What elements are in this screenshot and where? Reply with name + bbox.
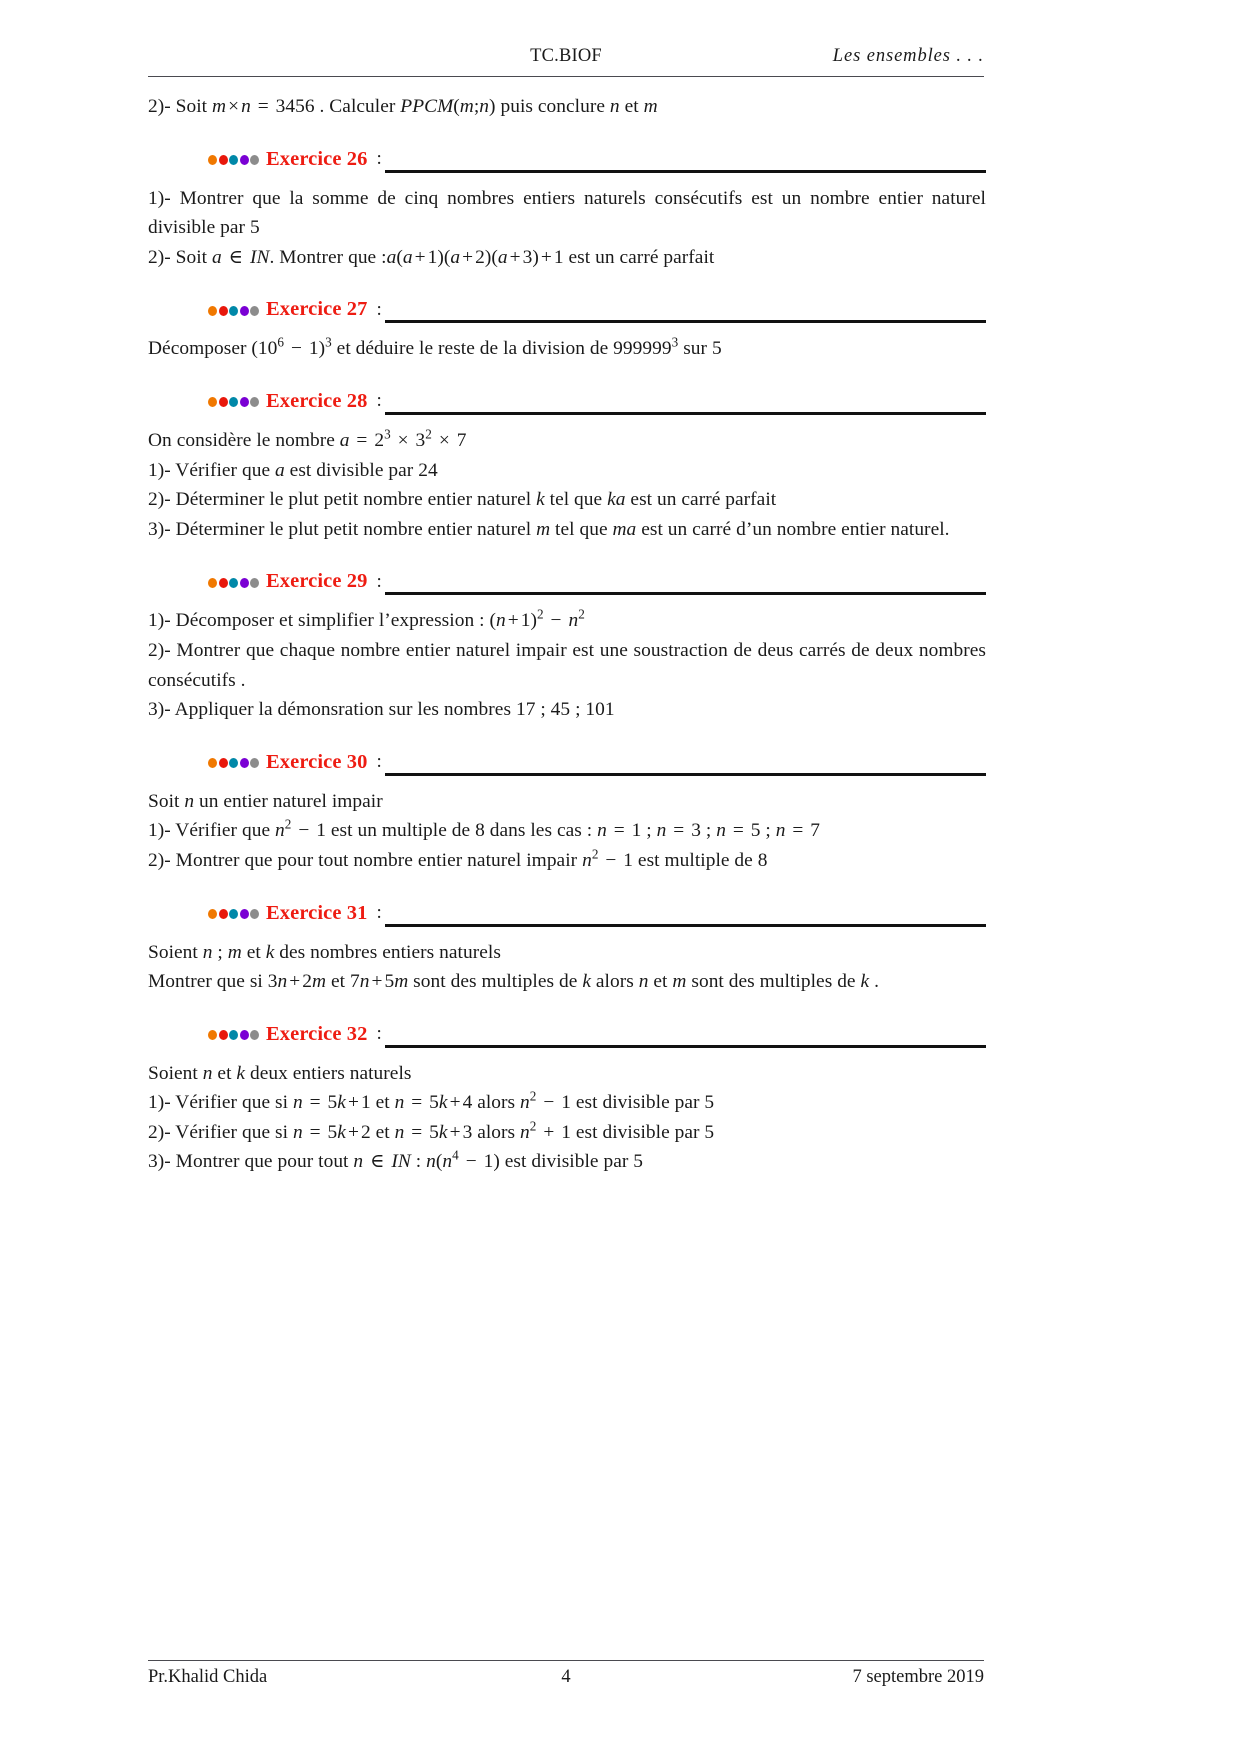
exercise-colon: :	[376, 902, 382, 923]
bullet-dots-icon	[208, 909, 259, 919]
exercise-rule	[385, 170, 986, 173]
footer-rule	[148, 1660, 984, 1661]
exercise-header-27	[148, 298, 986, 332]
exercise-rule	[385, 592, 986, 595]
exercise-32-line-4: 3)- Montrer que pour tout n ∈ IN : $n(n^4 - 1)$ est divisible par 5	[148, 1148, 644, 1173]
exercise-header-26	[148, 148, 986, 182]
exercise-28-line-4: 3)- Déterminer le plut petit nombre entier naturel m tel que ma est un carré d’un nombre entier naturel.	[148, 518, 950, 540]
exercise-32-line-3: 2)- Vérifier que si n = 5k + 2 et n = 5k + 3 alors $n^2 + 1$ est divisible par 5	[148, 1118, 715, 1143]
exercise-28-line-2: 1)- Vérifier que a est divisible par 24	[148, 459, 438, 481]
exercise-title: Exercice 29	[266, 570, 368, 593]
exercise-rule	[385, 1045, 986, 1048]
header-chapter-label: Les ensembles . . .	[832, 46, 984, 66]
exercise-header-31	[148, 902, 986, 936]
exercise-colon: :	[376, 390, 382, 412]
exercise-rule	[385, 412, 986, 415]
bullet-dots-icon	[208, 578, 259, 588]
exercise-header-30	[148, 751, 986, 785]
exercise-title: Exercice 26	[266, 147, 368, 170]
exercise-title: Exercice 31	[266, 901, 368, 924]
exercise-26-line-2: 2)- Soit a ∈ IN. Montrer que :a(a + 1)(a + 2)(a + 3) + 1 est un carré parfait	[148, 246, 715, 268]
bullet-dots-icon	[208, 155, 259, 165]
exercise-title: Exercice 28	[266, 389, 368, 412]
bullet-dots-icon	[208, 758, 259, 768]
bullet-dots-icon	[208, 1030, 259, 1040]
footer-page-number: 4	[561, 1667, 571, 1687]
exercise-rule	[385, 773, 986, 776]
bullet-dots-icon	[208, 306, 259, 316]
exercise-title: Exercice 32	[266, 1022, 368, 1045]
page-header	[148, 46, 984, 77]
exercise-32-line-2: 1)- Vérifier que si n = 5k + 1 et n = 5k + 4 alors $n^2 - 1$ est divisible par 5	[148, 1088, 715, 1114]
exercise-colon: :	[376, 148, 382, 170]
exercise-rule	[385, 924, 986, 927]
exercise-header-32	[148, 1023, 986, 1057]
exercise-colon: :	[376, 570, 382, 592]
exercise-29-line-2: 2)- Montrer que chaque nombre entier naturel impair est une soustraction de deus carrés de deux nombres consécutifs .	[148, 639, 986, 691]
exercise-30-line-1: Soit n un entier naturel impair	[148, 790, 383, 812]
exercise-29-line-1: 1)- Décomposer et simplifier l’expression : $(n + 1)^2 - n^2$	[148, 606, 585, 632]
exercise-32-line-1: Soient n et k deux entiers naturels	[148, 1062, 412, 1084]
exercise-31-line-1: Soient n ; m et k des nombres entiers naturels	[148, 941, 501, 963]
bullet-dots-icon	[208, 397, 259, 407]
page-footer	[148, 1660, 984, 1691]
exercise-29-line-3: 3)- Appliquer la démonsration sur les nombres 17 ; 45 ; 101	[148, 699, 615, 721]
header-rule	[148, 76, 984, 77]
exercise-30-line-2: 1)- Vérifier que $n^2 - 1$ est un multiple de 8 dans les cas : n = 1 ; n = 3 ; n = 5 ; n = 7	[148, 816, 821, 842]
exercise-colon: :	[376, 1023, 382, 1045]
exercise-rule	[385, 320, 986, 323]
intro-question: 2)- Soit m × n = 3456 . Calculer PPCM(m;n) puis conclure n et m	[148, 96, 658, 117]
header-course-label: TC.BIOF	[530, 46, 602, 66]
exercise-title: Exercice 30	[266, 750, 368, 773]
exercise-colon: :	[376, 751, 382, 773]
footer-date: 7 septembre 2019	[852, 1667, 984, 1687]
exercise-26-line-1: 1)- Montrer que la somme de cinq nombres entiers naturels consécutifs est un nombre entier naturel divisible par 5	[148, 187, 986, 239]
exercise-31-line-2: Montrer que si 3n + 2m et 7n + 5m sont des multiples de k alors n et m sont des multiples de k .	[148, 971, 879, 993]
exercise-30-line-3: 2)- Montrer que pour tout nombre entier naturel impair $n^2 - 1$ est multiple de 8	[148, 846, 768, 871]
exercise-header-28	[148, 390, 986, 424]
document-content	[148, 92, 986, 1177]
exercise-28-line-1: On considère le nombre $a = 2^3 \times 3^2 \times 7$	[148, 426, 467, 451]
exercise-header-29	[148, 570, 986, 604]
exercise-colon: :	[376, 298, 382, 320]
footer-author: Pr.Khalid Chida	[148, 1667, 268, 1687]
exercise-28-line-3: 2)- Déterminer le plut petit nombre entier naturel k tel que ka est un carré parfait	[148, 489, 777, 511]
exercise-27-line-1: Décomposer $(10^6 - 1)^3$ et déduire le reste de la division de 999999$^3$ sur 5	[148, 334, 722, 360]
exercise-title: Exercice 27	[266, 298, 368, 321]
